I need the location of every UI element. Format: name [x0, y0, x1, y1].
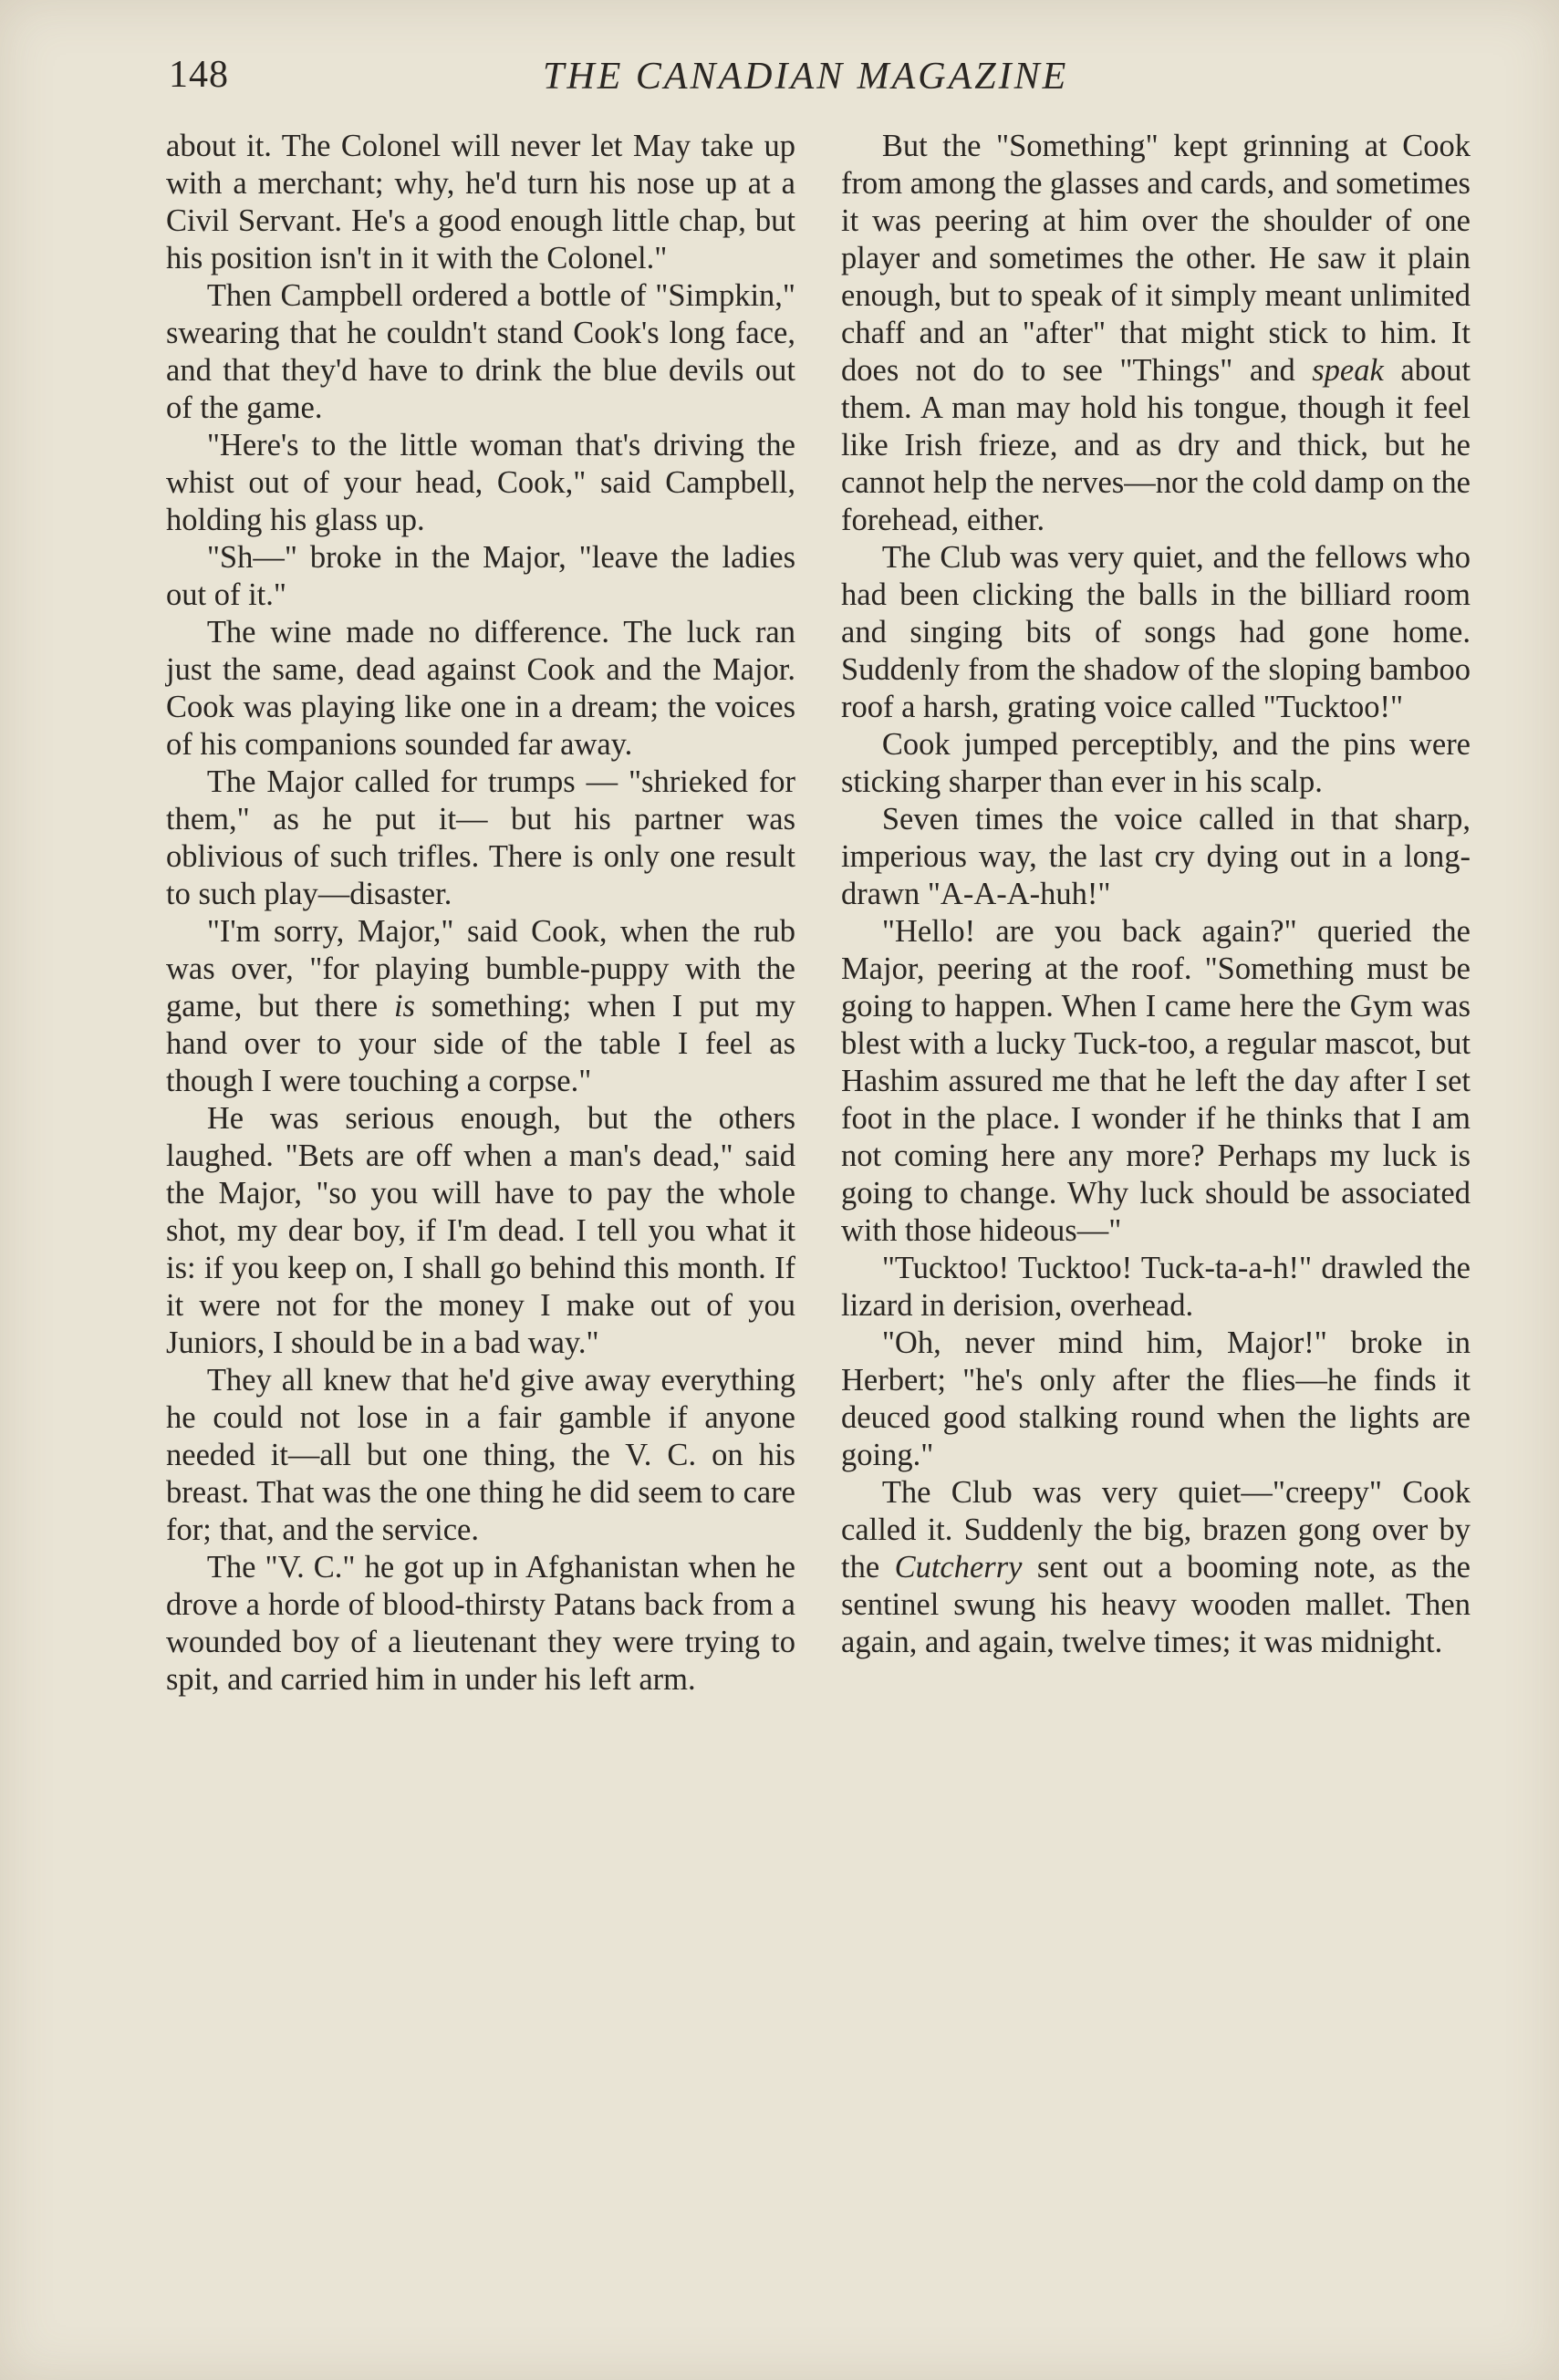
paragraph: "Tucktoo! Tucktoo! Tuck-ta-a-h!" drawled the lizard in derision, overhead. [841, 1251, 1471, 1323]
text-run: something; when I put my hand over to your side of the table I feel as though I were touching a corpse." [166, 989, 796, 1098]
running-title: THE CANADIAN MAGAZINE [543, 56, 1069, 98]
paragraph: The Major called for trumps — "shrieked for them," as he put it— but his partner was oblivious of such trifles. There is only one result to such play—disaster. [166, 764, 795, 911]
emphasis: speak [1312, 353, 1384, 388]
text-run: sent out a booming note, as the sentinel swung his heavy wooden mallet. Then again, and again, twelve times; it was midnight. [841, 1550, 1471, 1659]
paragraph: He was serious enough, but the others laughed. "Bets are off when a man's dead," said the Major, "so you will have to pay the whole shot, my dear boy, if I'm dead. I tell you what it is: if you keep on, I shall go behind this month. If it were not for the money I make out of you Juniors, I should be in a bad way." [166, 1101, 795, 1360]
paragraph: Then Campbell ordered a bottle of "Simpkin," swearing that he couldn't stand Cook's long face, and that they'd have to drink the blue devils out of the game. [166, 278, 795, 425]
paragraph: "Sh—" broke in the Major, "leave the ladies out of it." [166, 540, 795, 612]
text-run: But the "Something" kept grinning at Cook from among the glasses and cards, and sometimes it was peering at him over the shoulder of one player and sometimes the other. He saw it plain enough, but to speak of it simply meant unlimited chaff and an "after" that might stick to him. It does not do to see "Things" and [841, 129, 1471, 388]
paragraph: "Oh, never mind him, Major!" broke in Herbert; "he's only after the flies—he finds it deuced good stalking round when the lights are going." [841, 1325, 1471, 1472]
page-header [0, 44, 1559, 108]
text-run: "I'm sorry, Major," said Cook, when the rub was over, "for playing bumble-puppy with the game, but there [166, 914, 795, 1024]
page-number: 148 [169, 54, 229, 96]
emphasis: Cutcherry [894, 1550, 1023, 1585]
paragraph: "Here's to the little woman that's driving the whist out of your head, Cook," said Campbell, holding his glass up. [166, 428, 795, 537]
paragraph: Cook jumped perceptibly, and the pins were sticking sharper than ever in his scalp. [841, 727, 1471, 799]
paragraph: about it. The Colonel will never let May take up with a merchant; why, he'd turn his nose up at a Civil Servant. He's a good enough little chap, but his position isn't in it with the Colonel." [166, 129, 795, 275]
paragraph: "Hello! are you back again?" queried the Major, peering at the roof. "Something must be going to happen. When I came here the Gym was blest with a lucky Tuck-too, a regular mascot, but Hashim assured me that he left the day after I set foot in the place. I wonder if he thinks that I am not coming here any more? Perhaps my luck is going to change. Why luck should be associated with those hideous—" [841, 914, 1471, 1248]
paragraph: They all knew that he'd give away everything he could not lose in a fair gamble if anyone needed it—all but one thing, the V. C. on his breast. That was the one thing he did seem to care for; that, and the service. [166, 1363, 795, 1547]
text-run: The Club was very quiet—"creepy" Cook called it. Suddenly the big, brazen gong over by the [841, 1475, 1471, 1585]
paragraph [166, 913, 795, 1100]
paragraph: The "V. C." he got up in Afghanistan when he drove a horde of blood-thirsty Patans back from a wounded boy of a lieutenant they were trying to spit, and carried him in under his left arm. [166, 1550, 795, 1697]
left-column [166, 128, 795, 1699]
paragraph [841, 1474, 1471, 1661]
text-run: about them. A man may hold his tongue, though it feel like Irish frieze, and as dry and thick, but he cannot help the nerves—nor the cold damp on the forehead, either. [841, 353, 1471, 537]
paragraph [841, 128, 1471, 539]
paragraph: The wine made no difference. The luck ran just the same, dead against Cook and the Major. Cook was playing like one in a dream; the voices of his companions sounded far away. [166, 615, 795, 762]
paragraph: The Club was very quiet, and the fellows who had been clicking the balls in the billiard room and singing bits of songs had gone home. Suddenly from the shadow of the sloping bamboo roof a harsh, grating voice called "Tucktoo!" [841, 540, 1471, 724]
right-column [841, 128, 1471, 1661]
emphasis: is [393, 989, 415, 1024]
paragraph: Seven times the voice called in that sharp, imperious way, the last cry dying out in a long-drawn "A-A-A-huh!" [841, 802, 1471, 911]
